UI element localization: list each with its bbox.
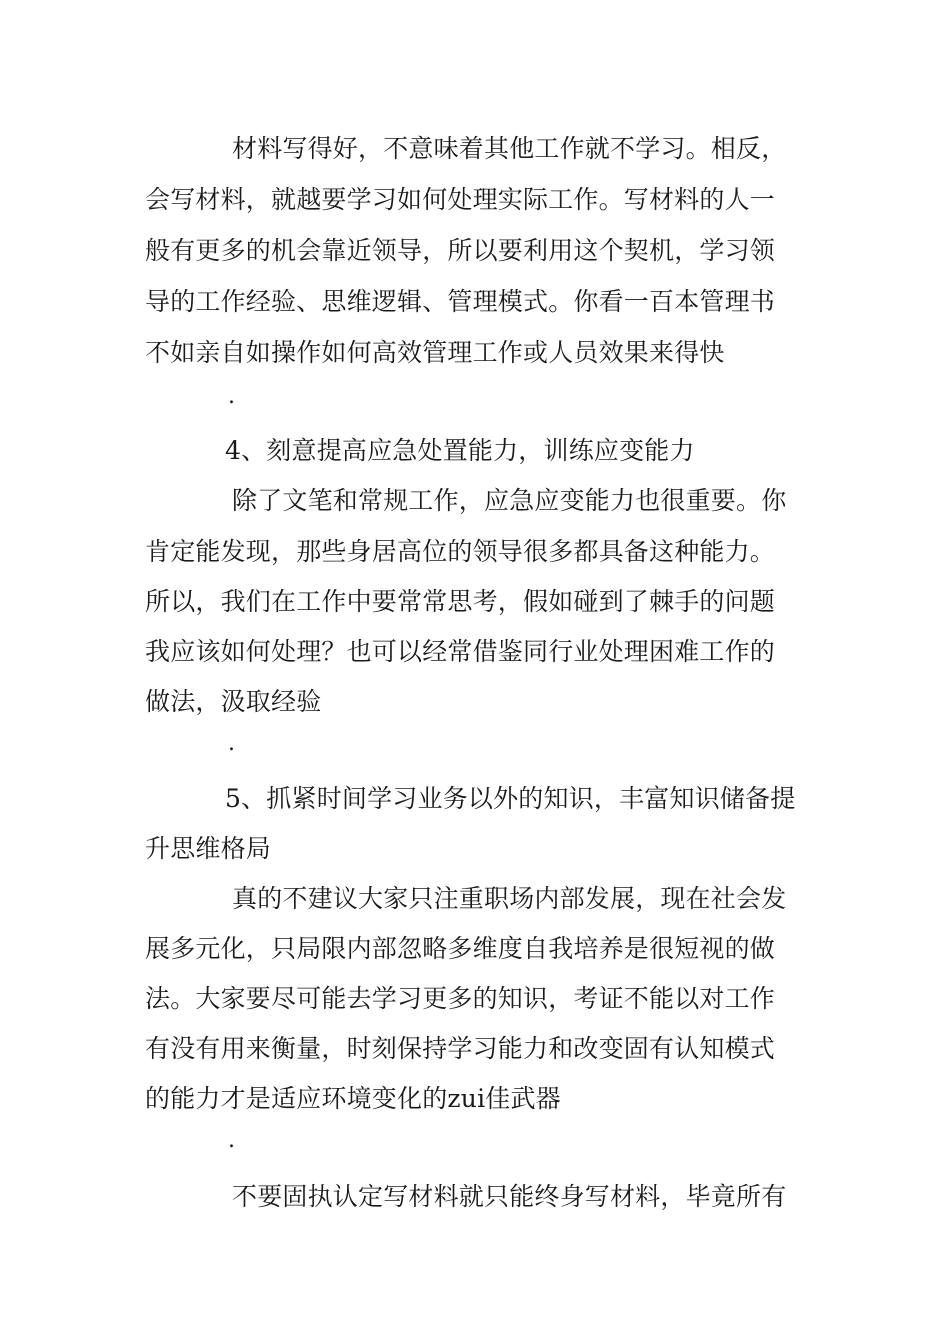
- paragraph-line: 展多元化，只局限内部忽略多维度自我培养是很短视的做: [145, 934, 776, 963]
- paragraph-line: 真的不建议大家只注重职场内部发展，现在社会发: [232, 884, 787, 913]
- separator-dot: .: [228, 384, 235, 409]
- paragraph-line: 般有更多的机会靠近领导，所以要利用这个契机，学习领: [145, 236, 776, 265]
- paragraph-line: 不如亲自如操作如何高效管理工作或人员效果来得快: [145, 338, 725, 367]
- paragraph-line: 所以，我们在工作中要常常思考，假如碰到了棘手的问题: [145, 587, 776, 616]
- paragraph-line: 有没有用来衡量，时刻保持学习能力和改变固有认知模式: [145, 1034, 776, 1063]
- paragraph-line: 我应该如何处理？也可以经常借鉴同行业处理困难工作的: [145, 637, 776, 666]
- paragraph-line: 材料写得好，不意味着其他工作就不学习。相反，: [232, 134, 787, 163]
- paragraph-line: 法。大家要尽可能去学习更多的知识，考证不能以对工作: [145, 984, 776, 1013]
- paragraph-line: 肯定能发现，那些身居高位的领导很多都具备这种能力。: [145, 537, 776, 566]
- paragraph-line: 做法，汲取经验: [145, 687, 322, 716]
- separator-dot: .: [228, 1128, 235, 1153]
- paragraph-line: 会写材料，就越要学习如何处理实际工作。写材料的人一: [145, 185, 776, 214]
- paragraph-line: 导的工作经验、思维逻辑、管理模式。你看一百本管理书: [145, 287, 776, 316]
- separator-dot: .: [228, 731, 235, 756]
- section-heading: 4、刻意提高应急处置能力，训练应变能力: [225, 436, 695, 465]
- paragraph-line: 的能力才是适应环境变化的zui佳武器: [145, 1084, 561, 1113]
- section-heading: 5、抓紧时间学习业务以外的知识，丰富知识储备提: [225, 784, 796, 813]
- section-heading: 升思维格局: [145, 834, 272, 863]
- paragraph-line: 除了文笔和常规工作，应急应变能力也很重要。你: [232, 486, 787, 515]
- paragraph-line: 不要固执认定写材料就只能终身写材料，毕竟所有: [232, 1182, 787, 1211]
